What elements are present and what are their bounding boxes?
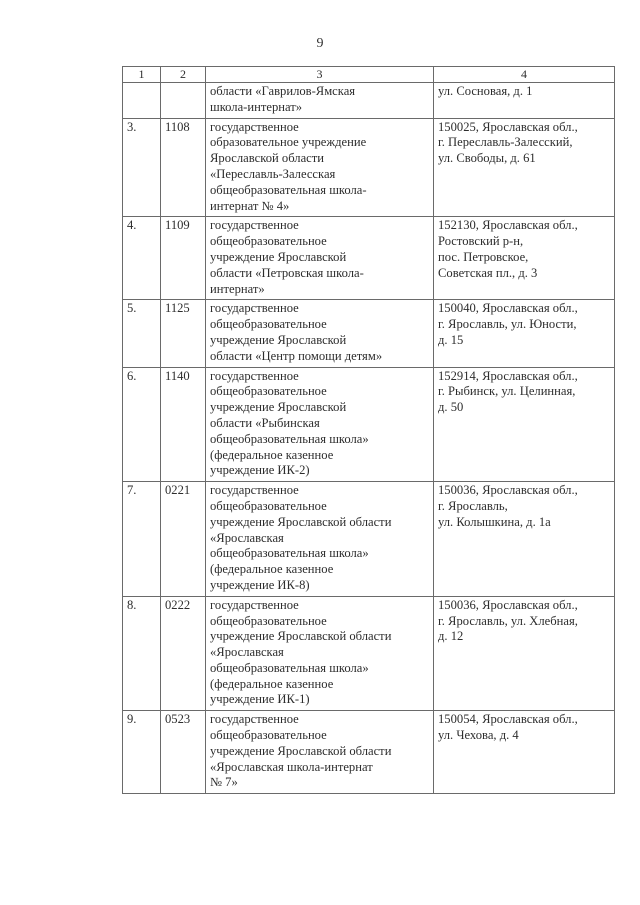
institution-name-cell	[206, 118, 434, 217]
row-code-cell: 1140	[161, 367, 206, 482]
address-line: Ростовский р-н,	[438, 234, 524, 249]
table-row	[123, 118, 615, 217]
institution-name-cell	[206, 367, 434, 482]
table-row	[123, 367, 615, 482]
institution-name-line: общеобразовательное	[210, 317, 327, 332]
column-header-name: 3	[206, 67, 434, 83]
institution-name-line: интернат»	[210, 281, 265, 296]
row-number-cell: 7.	[123, 482, 161, 597]
institution-name-cell	[206, 711, 434, 794]
address-line: г. Переславль-Залесский,	[438, 135, 573, 150]
institution-name-line: учреждение Ярославской области	[210, 629, 392, 644]
address-cell	[434, 367, 615, 482]
row-number-cell: 5.	[123, 300, 161, 367]
table-body	[123, 83, 615, 794]
institution-name-line: учреждение ИК-2)	[210, 463, 310, 478]
address-cell	[434, 300, 615, 367]
institution-name-line: общеобразовательная школа-	[210, 182, 367, 197]
table-row	[123, 83, 615, 119]
row-code-cell: 0221	[161, 482, 206, 597]
row-number-cell: 9.	[123, 711, 161, 794]
address-line: ул. Чехова, д. 4	[438, 728, 519, 743]
row-code-cell: 1125	[161, 300, 206, 367]
institution-name-line: общеобразовательное	[210, 728, 327, 743]
row-number-cell: 3.	[123, 118, 161, 217]
table-row	[123, 482, 615, 597]
address-cell	[434, 217, 615, 300]
table-row	[123, 217, 615, 300]
table-header-row	[123, 67, 615, 83]
institution-name-line: учреждение Ярославской	[210, 400, 347, 415]
address-line: 150040, Ярославская обл.,	[438, 301, 578, 316]
row-number-cell	[123, 83, 161, 119]
address-line: 150025, Ярославская обл.,	[438, 119, 578, 134]
institution-name-line: государственное	[210, 368, 299, 383]
address-line: Советская пл., д. 3	[438, 265, 538, 280]
table-row	[123, 711, 615, 794]
address-line: д. 12	[438, 629, 464, 644]
institution-name-line: государственное	[210, 712, 299, 727]
institution-name-cell	[206, 482, 434, 597]
address-line: г. Ярославль, ул. Хлебная,	[438, 613, 578, 628]
institution-name-line: государственное	[210, 597, 299, 612]
address-line: 150054, Ярославская обл.,	[438, 712, 578, 727]
institution-name-line: учреждение Ярославской области	[210, 743, 392, 758]
address-cell	[434, 596, 615, 711]
address-line: д. 50	[438, 400, 464, 415]
address-cell	[434, 118, 615, 217]
institution-name-line: общеобразовательное	[210, 498, 327, 513]
address-line: 152914, Ярославская обл.,	[438, 368, 578, 383]
address-cell	[434, 83, 615, 119]
institution-name-line: Ярославской области	[210, 151, 324, 166]
column-header-number: 1	[123, 67, 161, 83]
institution-name-line: государственное	[210, 301, 299, 316]
table-row	[123, 596, 615, 711]
institution-name-line: (федеральное казенное	[210, 447, 334, 462]
row-code-cell: 0222	[161, 596, 206, 711]
institution-name-line: (федеральное казенное	[210, 676, 334, 691]
institution-name-line: общеобразовательное	[210, 384, 327, 399]
institution-name-line: учреждение ИК-1)	[210, 692, 310, 707]
institution-name-line: общеобразовательное	[210, 613, 327, 628]
address-line: ул. Свободы, д. 61	[438, 151, 536, 166]
address-line: 150036, Ярославская обл.,	[438, 597, 578, 612]
institution-name-cell	[206, 300, 434, 367]
row-code-cell: 1109	[161, 217, 206, 300]
institution-name-line: общеобразовательная школа»	[210, 431, 369, 446]
address-cell	[434, 711, 615, 794]
page-number: 9	[316, 36, 324, 51]
institution-name-line: «Переславль-Залесская	[210, 166, 336, 181]
institution-name-line: № 7»	[210, 775, 238, 790]
institution-name-line: «Ярославская	[210, 645, 284, 660]
address-line: 150036, Ярославская обл.,	[438, 483, 578, 498]
institution-name-line: учреждение Ярославской	[210, 249, 347, 264]
institution-name-line: учреждение ИК-8)	[210, 577, 310, 592]
institution-name-line: интернат № 4»	[210, 198, 290, 213]
address-line: г. Рыбинск, ул. Целинная,	[438, 384, 576, 399]
institution-name-line: учреждение Ярославской	[210, 332, 347, 347]
institution-name-line: области «Гаврилов-Ямская	[210, 84, 356, 98]
institution-name-line: образовательное учреждение	[210, 135, 367, 150]
institution-name-line: государственное	[210, 483, 299, 498]
address-line: ул. Колышкина, д. 1а	[438, 514, 551, 529]
institution-name-cell	[206, 83, 434, 119]
institution-name-line: области «Центр помощи детям»	[210, 348, 383, 363]
institution-name-line: области «Рыбинская	[210, 415, 320, 430]
address-line: пос. Петровское,	[438, 249, 529, 264]
institution-name-line: учреждение Ярославской области	[210, 514, 392, 529]
address-cell	[434, 482, 615, 597]
column-header-address: 4	[434, 67, 615, 83]
institution-name-line: школа-интернат»	[210, 99, 303, 114]
institution-name-line: общеобразовательная школа»	[210, 546, 369, 561]
table-row	[123, 300, 615, 367]
institution-name-line: области «Петровская школа-	[210, 265, 364, 280]
address-line: г. Ярославль,	[438, 498, 508, 513]
institution-name-line: общеобразовательная школа»	[210, 660, 369, 675]
institutions-table	[122, 66, 615, 794]
row-code-cell: 0523	[161, 711, 206, 794]
row-code-cell: 1108	[161, 118, 206, 217]
row-number-cell: 8.	[123, 596, 161, 711]
address-line: г. Ярославль, ул. Юности,	[438, 317, 577, 332]
address-line: д. 15	[438, 332, 464, 347]
institution-name-cell	[206, 596, 434, 711]
row-number-cell: 4.	[123, 217, 161, 300]
address-line: 152130, Ярославская обл.,	[438, 218, 578, 233]
institution-name-line: «Ярославская	[210, 530, 284, 545]
institution-name-line: государственное	[210, 218, 299, 233]
row-code-cell	[161, 83, 206, 119]
institution-name-line: государственное	[210, 119, 299, 134]
institution-name-cell	[206, 217, 434, 300]
institution-name-line: (федеральное казенное	[210, 562, 334, 577]
column-header-code: 2	[161, 67, 206, 83]
row-number-cell: 6.	[123, 367, 161, 482]
institution-name-line: общеобразовательное	[210, 234, 327, 249]
address-line: ул. Сосновая, д. 1	[438, 84, 533, 98]
institution-name-line: «Ярославская школа-интернат	[210, 759, 373, 774]
